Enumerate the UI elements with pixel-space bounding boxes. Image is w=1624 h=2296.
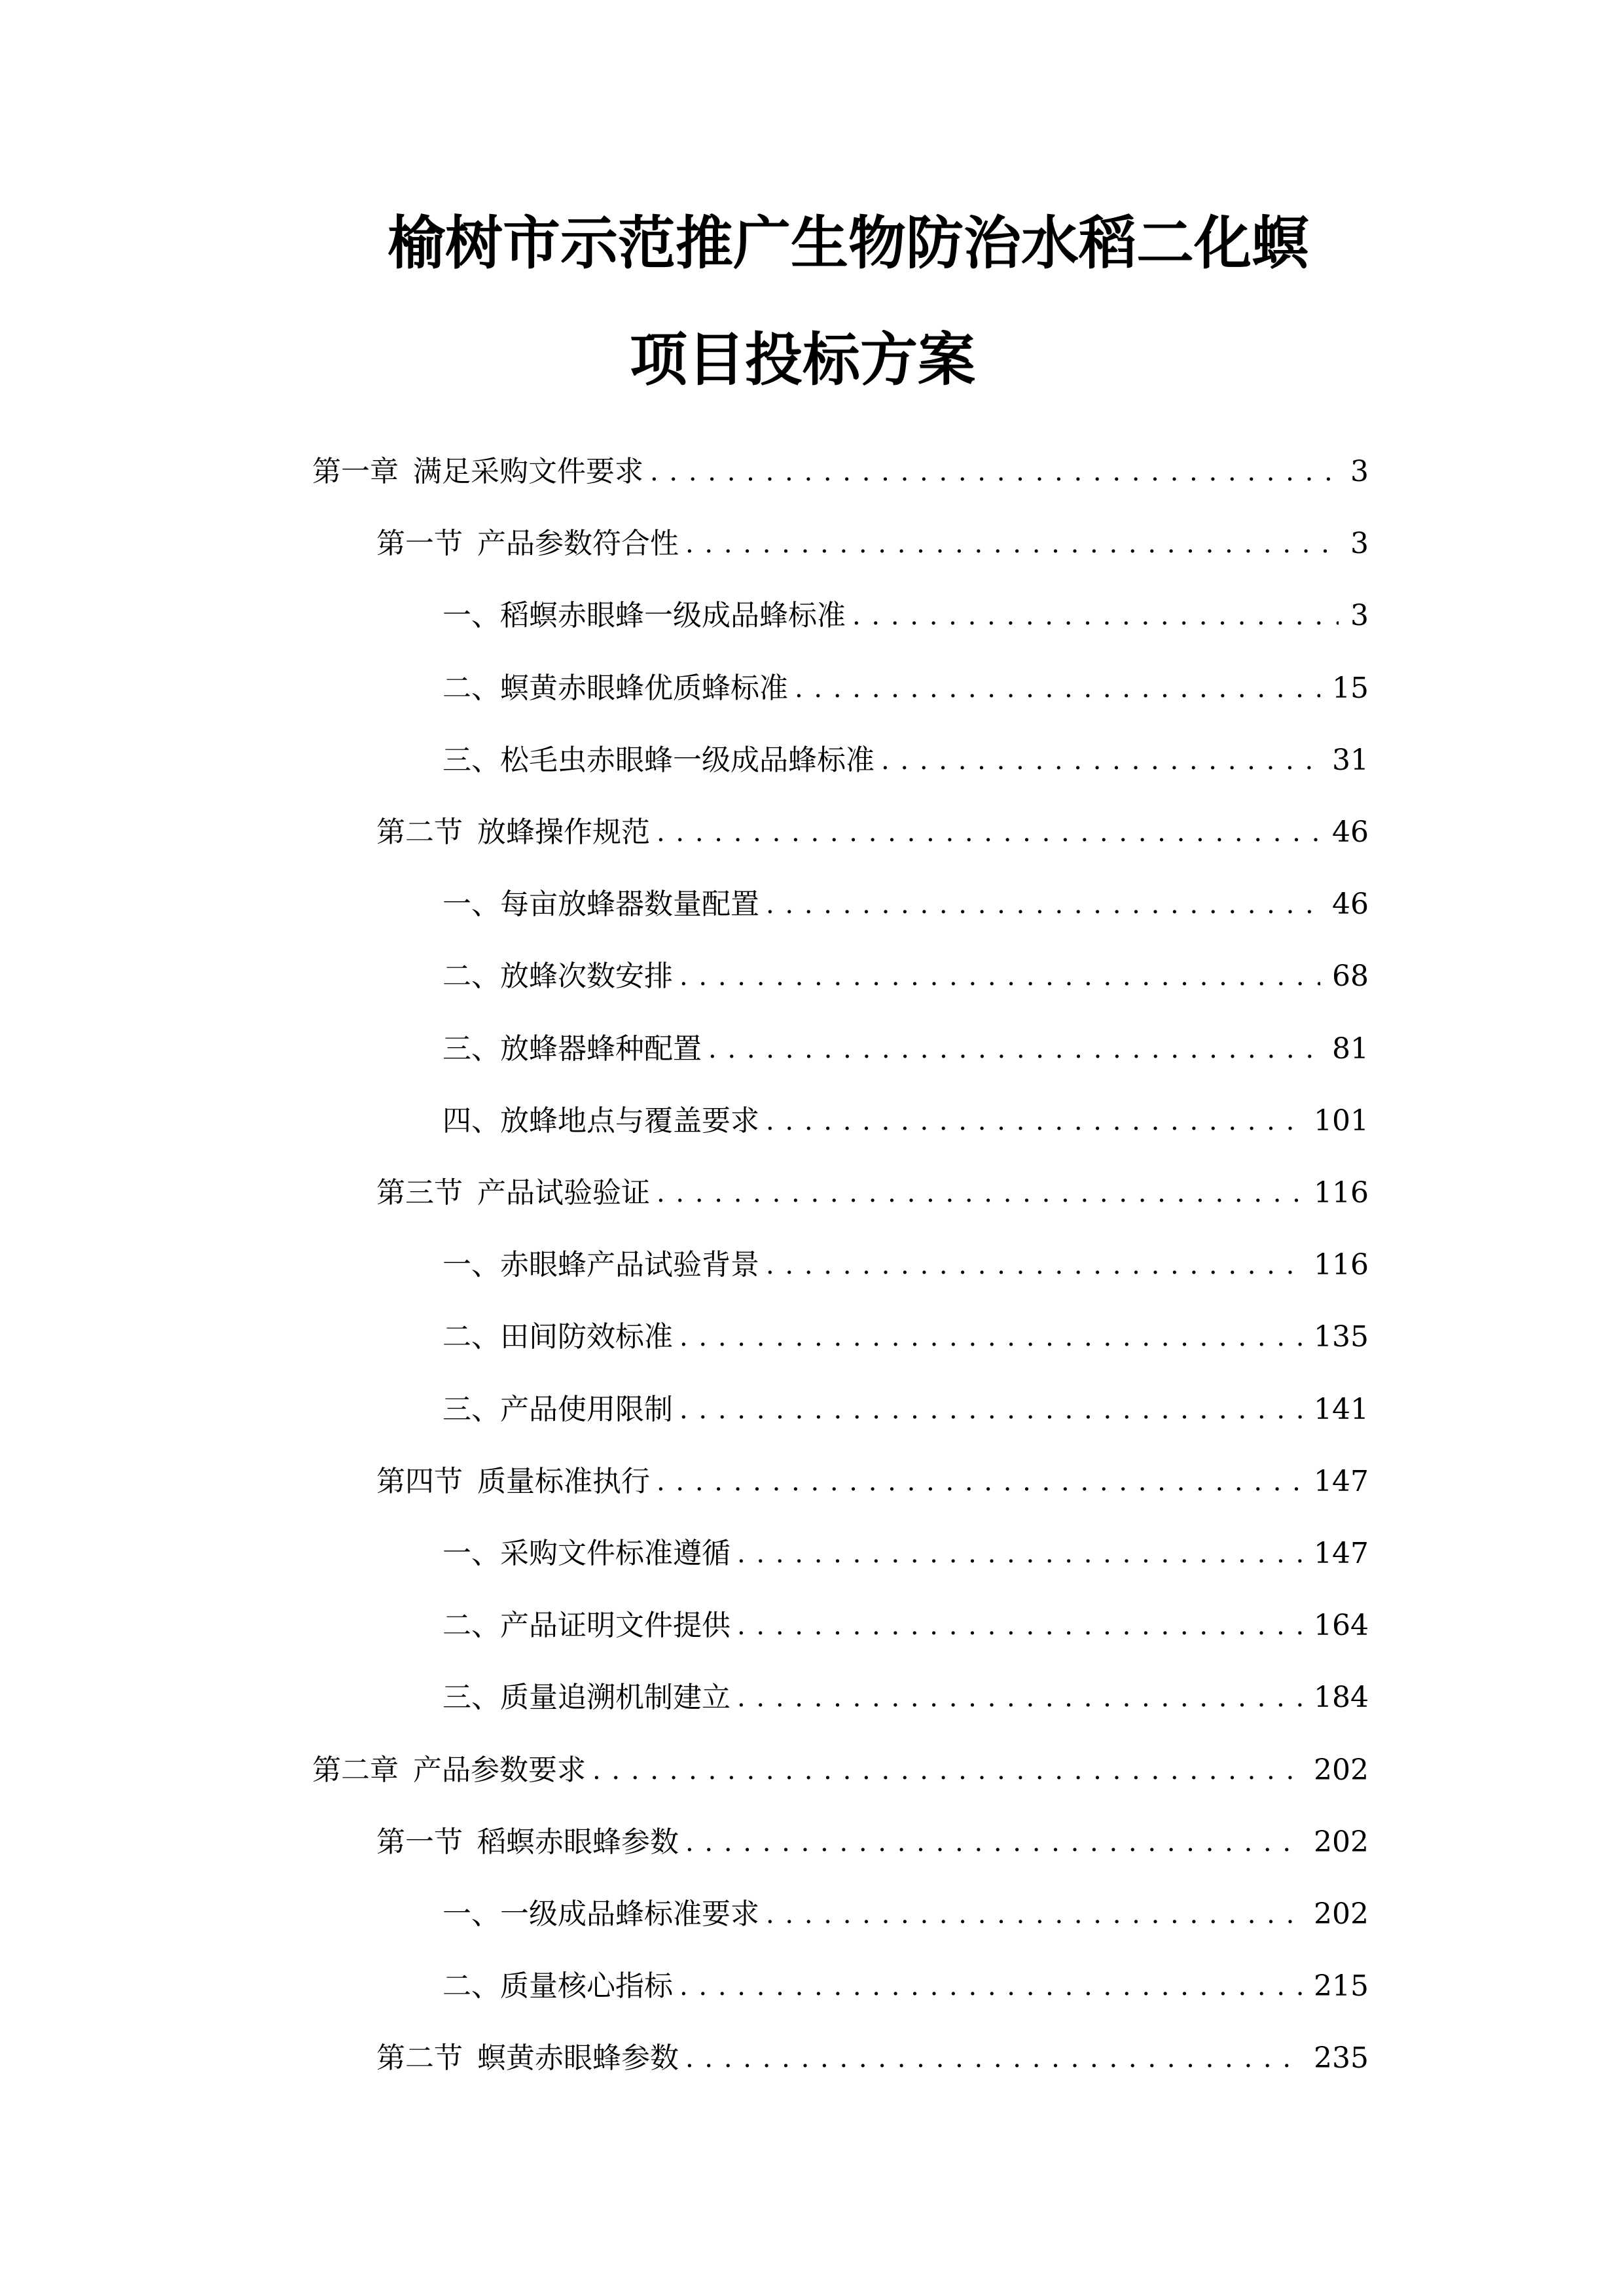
toc-entry-page-number: 116 xyxy=(1314,1176,1369,1210)
toc-entry-number: 三、 xyxy=(442,744,500,777)
toc-entry-label: 放蜂地点与覆盖要求 xyxy=(500,1104,759,1138)
toc-entry[interactable] xyxy=(442,1023,1369,1075)
toc-entry-page-number: 202 xyxy=(1314,1825,1369,1859)
toc-entry-label: 每亩放蜂器数量配置 xyxy=(500,888,759,921)
toc-entry[interactable] xyxy=(442,1888,1369,1941)
toc-entry-page-number: 46 xyxy=(1332,888,1369,921)
toc-entry-label: 质量追溯机制建立 xyxy=(500,1681,731,1714)
toc-dot-leader xyxy=(737,1600,1302,1652)
toc-entry[interactable] xyxy=(442,878,1369,931)
document-subtitle: 项目投标方案 xyxy=(630,326,976,393)
toc-entry-page-number: 141 xyxy=(1314,1393,1369,1426)
toc-entry-label: 放蜂次数安排 xyxy=(500,960,673,993)
toc-entry-number: 三、 xyxy=(442,1393,500,1426)
toc-entry-number: 一、 xyxy=(442,888,500,921)
toc-dot-leader xyxy=(685,518,1339,570)
toc-dot-leader xyxy=(766,1239,1302,1291)
toc-entry-label: 放蜂器蜂种配置 xyxy=(500,1032,702,1066)
toc-entry[interactable] xyxy=(442,1384,1369,1436)
toc-entry-page-number: 81 xyxy=(1332,1032,1369,1066)
toc-entry[interactable] xyxy=(376,1456,1369,1508)
toc-entry[interactable] xyxy=(376,1816,1369,1869)
toc-entry-label: 质量核心指标 xyxy=(500,1969,673,2003)
toc-entry-page-number: 147 xyxy=(1314,1537,1369,1570)
toc-dot-leader xyxy=(766,1888,1302,1941)
toc-entry[interactable] xyxy=(442,734,1369,787)
toc-entry[interactable] xyxy=(442,590,1369,642)
toc-entry-page-number: 164 xyxy=(1314,1609,1369,1642)
toc-dot-leader xyxy=(766,878,1320,931)
toc-entry-number: 第二节 xyxy=(376,816,463,849)
toc-entry-number: 三、 xyxy=(442,1032,500,1066)
toc-dot-leader xyxy=(737,1528,1302,1580)
toc-entry-number: 第二节 xyxy=(376,2041,463,2075)
toc-entry-number: 第一节 xyxy=(376,1825,463,1859)
toc-entry-number: 第二章 xyxy=(312,1753,399,1787)
toc-dot-leader xyxy=(881,734,1320,787)
toc-entry-page-number: 235 xyxy=(1314,2041,1369,2075)
toc-entry-number: 二、 xyxy=(442,1969,500,2003)
toc-entry-page-number: 31 xyxy=(1332,744,1369,777)
toc-entry-page-number: 68 xyxy=(1332,960,1369,993)
toc-entry-label: 螟黄赤眼蜂参数 xyxy=(477,2041,679,2075)
toc-entry[interactable] xyxy=(442,1528,1369,1580)
toc-dot-leader xyxy=(685,1816,1302,1869)
toc-entry-page-number: 184 xyxy=(1314,1681,1369,1714)
toc-dot-leader xyxy=(679,950,1320,1003)
toc-entry[interactable] xyxy=(442,1311,1369,1363)
toc-entry-label: 稻螟赤眼蜂一级成品蜂标准 xyxy=(500,599,846,632)
toc-entry[interactable] xyxy=(442,1239,1369,1291)
toc-dot-leader xyxy=(657,1456,1302,1508)
toc-entry-page-number: 3 xyxy=(1350,527,1369,560)
toc-entry[interactable] xyxy=(442,662,1369,715)
toc-entry-number: 三、 xyxy=(442,1681,500,1714)
toc-entry-number: 一、 xyxy=(442,1537,500,1570)
toc-entry-page-number: 135 xyxy=(1314,1320,1369,1354)
toc-entry[interactable] xyxy=(442,1095,1369,1147)
toc-entry[interactable] xyxy=(442,1960,1369,2013)
toc-entry-number: 四、 xyxy=(442,1104,500,1138)
toc-entry[interactable] xyxy=(376,806,1369,859)
toc-dot-leader xyxy=(650,446,1339,498)
toc-entry-number: 二、 xyxy=(442,672,500,705)
toc-entry-page-number: 202 xyxy=(1314,1897,1369,1931)
toc-entry[interactable] xyxy=(376,518,1369,570)
toc-dot-leader xyxy=(708,1023,1320,1075)
toc-entry-label: 产品试验验证 xyxy=(477,1176,650,1210)
toc-dot-leader xyxy=(679,1384,1302,1436)
toc-dot-leader xyxy=(766,1095,1302,1147)
toc-entry-label: 稻螟赤眼蜂参数 xyxy=(477,1825,679,1859)
toc-entry[interactable] xyxy=(442,1672,1369,1724)
toc-dot-leader xyxy=(795,662,1320,715)
toc-entry-label: 采购文件标准遵循 xyxy=(500,1537,731,1570)
toc-entry-label: 产品参数要求 xyxy=(413,1753,586,1787)
toc-dot-leader xyxy=(657,806,1320,859)
toc-entry-label: 产品证明文件提供 xyxy=(500,1609,731,1642)
toc-entry[interactable] xyxy=(312,1744,1369,1797)
toc-entry-label: 质量标准执行 xyxy=(477,1465,650,1498)
toc-entry-label: 螟黄赤眼蜂优质蜂标准 xyxy=(500,672,788,705)
toc-dot-leader xyxy=(679,1311,1302,1363)
toc-entry-page-number: 202 xyxy=(1314,1753,1369,1787)
toc-entry-label: 放蜂操作规范 xyxy=(477,816,650,849)
toc-entry[interactable] xyxy=(376,2032,1369,2085)
toc-dot-leader xyxy=(592,1744,1302,1797)
toc-entry-page-number: 116 xyxy=(1314,1248,1369,1282)
toc-entry-page-number: 147 xyxy=(1314,1465,1369,1498)
toc-entry-number: 第四节 xyxy=(376,1465,463,1498)
toc-dot-leader xyxy=(657,1167,1302,1219)
toc-dot-leader xyxy=(852,590,1339,642)
toc-entry-label: 一级成品蜂标准要求 xyxy=(500,1897,759,1931)
toc-entry-number: 二、 xyxy=(442,960,500,993)
toc-entry-number: 一、 xyxy=(442,599,500,632)
toc-entry-label: 产品参数符合性 xyxy=(477,527,679,560)
toc-entry-page-number: 15 xyxy=(1332,672,1369,705)
toc-entry-label: 产品使用限制 xyxy=(500,1393,673,1426)
toc-entry-number: 二、 xyxy=(442,1609,500,1642)
toc-entry-label: 赤眼蜂产品试验背景 xyxy=(500,1248,759,1282)
toc-entry[interactable] xyxy=(376,1167,1369,1219)
toc-entry-number: 第一章 xyxy=(312,455,399,488)
toc-dot-leader xyxy=(679,1960,1302,2013)
toc-dot-leader xyxy=(737,1672,1302,1724)
toc-entry[interactable] xyxy=(442,1600,1369,1652)
toc-entry-number: 第一节 xyxy=(376,527,463,560)
document-title: 榆树市示范推广生物防治水稻二化螟 xyxy=(388,209,1310,277)
toc-entry-page-number: 46 xyxy=(1332,816,1369,849)
toc-entry-number: 一、 xyxy=(442,1897,500,1931)
toc-entry-page-number: 3 xyxy=(1350,599,1369,632)
toc-entry-page-number: 101 xyxy=(1314,1104,1369,1138)
toc-entry[interactable] xyxy=(312,446,1369,498)
toc-entry-number: 一、 xyxy=(442,1248,500,1282)
toc-entry-label: 松毛虫赤眼蜂一级成品蜂标准 xyxy=(500,744,875,777)
toc-entry[interactable] xyxy=(442,950,1369,1003)
toc-entry-number: 二、 xyxy=(442,1320,500,1354)
toc-entry-label: 满足采购文件要求 xyxy=(413,455,643,488)
toc-dot-leader xyxy=(685,2032,1302,2085)
toc-entry-number: 第三节 xyxy=(376,1176,463,1210)
toc-entry-page-number: 215 xyxy=(1314,1969,1369,2003)
toc-entry-page-number: 3 xyxy=(1350,455,1369,488)
toc-entry-label: 田间防效标准 xyxy=(500,1320,673,1354)
